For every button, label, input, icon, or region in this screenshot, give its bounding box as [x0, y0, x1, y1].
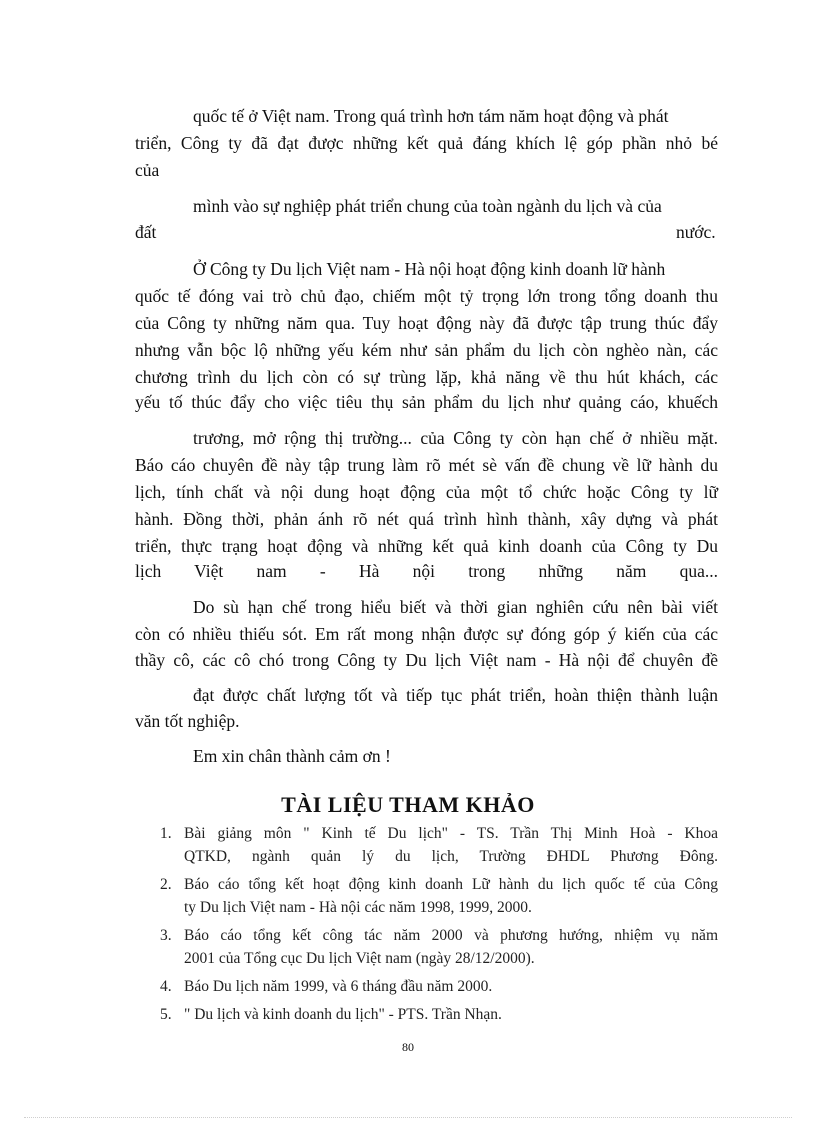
reference-text: " Du lịch và kinh doanh du lịch" - PTS. Trần Nhạn.: [184, 1006, 502, 1023]
body-line: nước.: [676, 222, 716, 242]
body-line: chương trình du lịch còn có sự trùng lặp, khả năng về thu hút khách, các: [135, 367, 718, 387]
body-line: triển, thực trạng hoạt động và những kết quả kinh doanh của Công ty Du: [135, 536, 718, 556]
reference-number: 1.: [160, 825, 172, 842]
body-line: quốc tế ở Việt nam. Trong quá trình hơn tám năm hoạt động và phát: [193, 106, 669, 126]
reference-number: 5.: [160, 1006, 172, 1023]
body-line: Báo cáo chuyên đề này tập trung làm rõ mét sè vấn đề chung về lữ hành du: [135, 455, 718, 475]
body-line: quốc tế đóng vai trò chủ đạo, chiếm một tỷ trọng lớn trong tổng doanh thu: [135, 286, 718, 306]
reference-number: 3.: [160, 927, 172, 944]
body-line: yếu tố thúc đẩy cho việc tiêu thụ sản phẩm du lịch như quảng cáo, khuếch: [135, 392, 718, 412]
body-line: đạt được chất lượng tốt và tiếp tục phát triển, hoàn thiện thành luận: [193, 685, 718, 705]
reference-text: Báo cáo tổng kết hoạt động kinh doanh Lữ hành du lịch quốc tế của Công: [184, 876, 718, 893]
closing-line: Em xin chân thành cảm ơn !: [193, 746, 391, 766]
reference-text: Báo cáo tổng kết công tác năm 2000 và phương hướng, nhiệm vụ năm: [184, 927, 718, 944]
body-line: thầy cô, các cô chó trong Công ty Du lịch Việt nam - Hà nội để chuyên đề: [135, 650, 718, 670]
body-line: của Công ty những năm qua. Tuy hoạt động này đã được tập trung thúc đẩy: [135, 313, 718, 333]
body-line: đất: [135, 222, 157, 242]
reference-text: Báo Du lịch năm 1999, và 6 tháng đầu năm 2000.: [184, 978, 493, 995]
body-line: lịch, tính chất và nội dung hoạt động của một tổ chức hoặc Công ty lữ: [135, 482, 718, 502]
body-line: hành. Đồng thời, phản ánh rõ nét quá trình hình thành, xây dựng và phát: [135, 509, 718, 529]
body-line: còn có nhiều thiếu sót. Em rất mong nhận được sự đóng góp ý kiến của các: [135, 624, 718, 644]
body-line: nhưng vẫn bộc lộ những yếu kém như sản phẩm du lịch còn nghèo nàn, các: [135, 340, 718, 360]
body-line: Ở Công ty Du lịch Việt nam - Hà nội hoạt động kinh doanh lữ hành: [193, 259, 666, 279]
reference-text: Bài giảng môn " Kinh tế Du lịch" - TS. Trần Thị Minh Hoà - Khoa: [184, 825, 718, 842]
body-line: Do sù hạn chế trong hiểu biết và thời gian nghiên cứu nên bài viết: [193, 597, 718, 617]
reference-text: 2001 của Tổng cục Du lịch Việt nam (ngày 28/12/2000).: [184, 950, 535, 967]
body-line: văn tốt nghiệp.: [135, 711, 240, 731]
reference-number: 4.: [160, 978, 172, 995]
references-heading: TÀI LIỆU THAM KHẢO: [281, 792, 535, 817]
body-line: trương, mở rộng thị trường... của Công ty còn hạn chế ở nhiều mặt.: [193, 428, 718, 448]
body-line: lịch Việt nam - Hà nội trong những năm qua...: [135, 561, 718, 581]
reference-text: ty Du lịch Việt nam - Hà nội các năm 1998, 1999, 2000.: [184, 899, 532, 916]
reference-number: 2.: [160, 876, 172, 893]
page-edge-divider: [24, 1117, 792, 1118]
body-line: mình vào sự nghiệp phát triển chung của toàn ngành du lịch và của: [193, 196, 662, 216]
reference-text: QTKD, ngành quản lý du lịch, Trường ĐHDL Phương Đông.: [184, 848, 718, 865]
body-line: của: [135, 160, 160, 180]
page-number: 80: [402, 1040, 414, 1054]
body-line: triển, Công ty đã đạt được những kết quả đáng khích lệ góp phần nhỏ bé: [135, 133, 718, 153]
